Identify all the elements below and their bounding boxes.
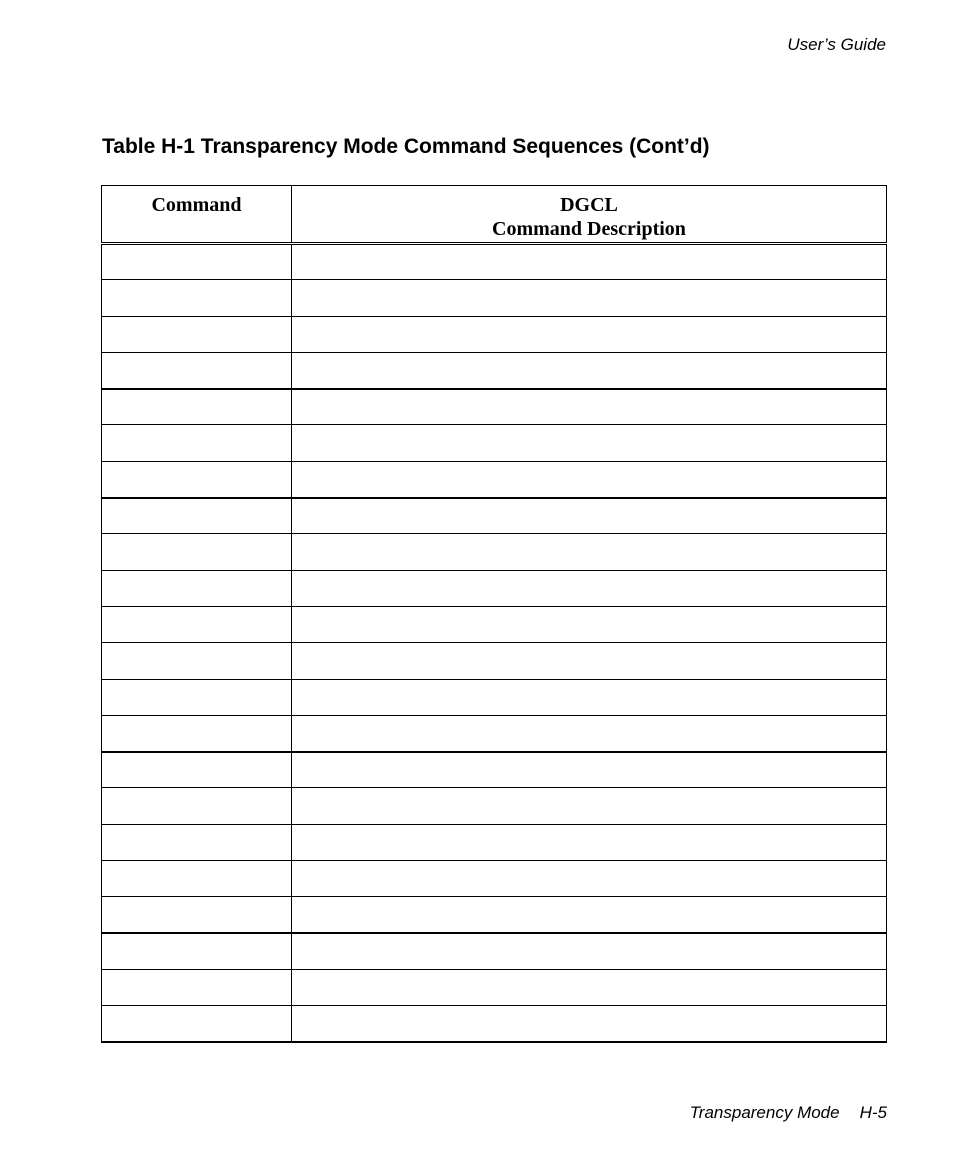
running-footer [690,1103,887,1123]
column-header-description [292,186,887,244]
table-row [102,461,887,497]
column-header-command [102,186,292,244]
column-header-command-label: Command [151,194,242,216]
description-cell [292,352,887,388]
command-cell [102,570,292,606]
description-cell [292,969,887,1005]
page-number: H-5 [859,1103,887,1122]
table-row [102,280,887,316]
description-cell [292,498,887,534]
table-body [102,244,887,1043]
footer-section: Transparency Mode [689,1103,840,1122]
table-row [102,752,887,788]
description-cell [292,679,887,715]
command-cell [102,316,292,352]
command-cell [102,824,292,860]
command-cell [102,752,292,788]
command-cell [102,969,292,1005]
description-cell [292,861,887,897]
command-cell [102,352,292,388]
command-cell [102,534,292,570]
table-row [102,1006,887,1042]
command-cell [102,606,292,642]
description-cell [292,461,887,497]
table-row [102,861,887,897]
table-row [102,316,887,352]
table-row [102,425,887,461]
table-row [102,389,887,425]
command-cell [102,1006,292,1042]
description-cell [292,316,887,352]
table-row [102,643,887,679]
description-cell [292,933,887,969]
description-cell [292,244,887,280]
command-cell [102,715,292,751]
table-row [102,244,887,280]
command-cell [102,498,292,534]
command-cell [102,461,292,497]
command-cell [102,643,292,679]
command-table [101,185,887,1043]
table-row [102,679,887,715]
description-cell [292,824,887,860]
table-row [102,534,887,570]
running-header: User’s Guide [787,35,886,54]
table-row [102,788,887,824]
command-cell [102,788,292,824]
table-row [102,715,887,751]
command-cell [102,861,292,897]
command-cell [102,244,292,280]
description-cell [292,606,887,642]
table-row [102,606,887,642]
table-header-row [102,186,887,244]
description-cell [292,570,887,606]
command-cell [102,389,292,425]
table-row [102,897,887,933]
command-cell [102,425,292,461]
description-cell [292,389,887,425]
column-header-description-line1: DGCL [560,194,618,216]
table-row [102,969,887,1005]
table-row [102,498,887,534]
table-row [102,933,887,969]
description-cell [292,534,887,570]
table-title: Table H-1 Transparency Mode Command Sequences (Cont’d) [102,135,710,158]
description-cell [292,425,887,461]
description-cell [292,1006,887,1042]
column-header-description-line2: Command Description [492,218,686,240]
table-row [102,570,887,606]
command-cell [102,897,292,933]
description-cell [292,643,887,679]
table-row [102,824,887,860]
description-cell [292,280,887,316]
description-cell [292,788,887,824]
description-cell [292,752,887,788]
command-cell [102,280,292,316]
description-cell [292,715,887,751]
command-cell [102,933,292,969]
table-row [102,352,887,388]
command-cell [102,679,292,715]
description-cell [292,897,887,933]
